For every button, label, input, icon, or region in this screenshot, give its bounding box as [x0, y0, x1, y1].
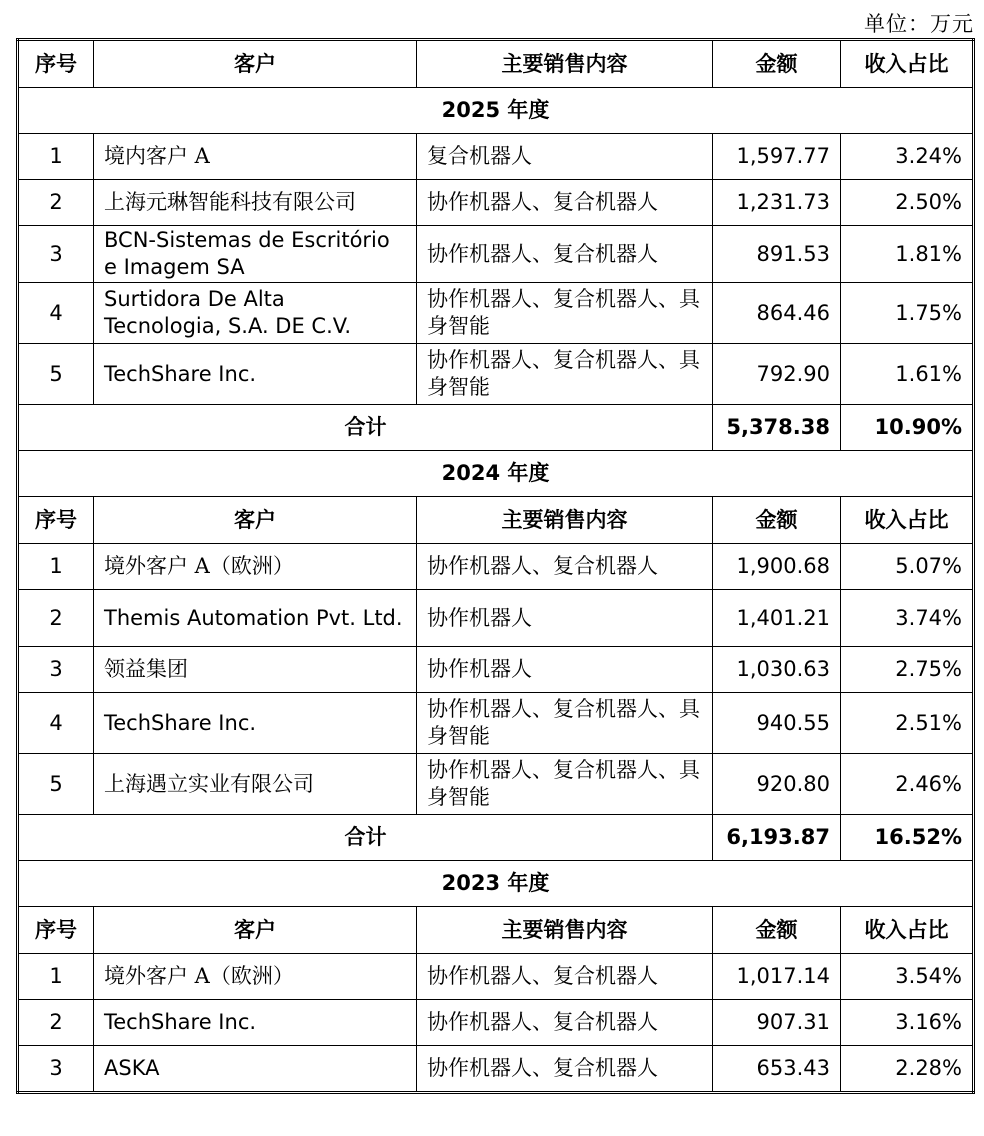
ratio-cell: 2.50% [841, 180, 974, 226]
content-cell: 协作机器人、复合机器人、具身智能 [417, 754, 713, 815]
seq-cell: 2 [18, 1000, 94, 1046]
content-cell: 协作机器人、复合机器人、具身智能 [417, 283, 713, 344]
content-cell: 协作机器人、复合机器人 [417, 954, 713, 1000]
seq-cell: 3 [18, 1046, 94, 1093]
seq-cell: 4 [18, 283, 94, 344]
table-row [18, 134, 974, 180]
seq-cell: 3 [18, 226, 94, 283]
amount-cell: 1,030.63 [713, 647, 841, 693]
customer-cell: 上海遇立实业有限公司 [94, 754, 417, 815]
amount-cell: 864.46 [713, 283, 841, 344]
content-cell: 协作机器人 [417, 590, 713, 647]
table-row [18, 693, 974, 754]
customer-cell: 境外客户 A（欧洲） [94, 544, 417, 590]
year-title: 2023 年度 [18, 861, 974, 907]
total-label: 合计 [18, 405, 713, 451]
seq-cell: 1 [18, 954, 94, 1000]
ratio-cell: 2.75% [841, 647, 974, 693]
total-ratio: 16.52% [841, 815, 974, 861]
top-customers-table [16, 38, 975, 1094]
total-ratio: 10.90% [841, 405, 974, 451]
header-seq: 序号 [18, 40, 94, 88]
ratio-cell: 1.75% [841, 283, 974, 344]
table-header [18, 40, 974, 88]
total-amount: 6,193.87 [713, 815, 841, 861]
seq-cell: 5 [18, 344, 94, 405]
seq-cell: 5 [18, 754, 94, 815]
ratio-cell: 2.46% [841, 754, 974, 815]
header-seq: 序号 [18, 907, 94, 954]
seq-cell: 1 [18, 134, 94, 180]
year-row [18, 88, 974, 134]
header-customer: 客户 [94, 497, 417, 544]
header-amount: 金额 [713, 907, 841, 954]
ratio-cell: 3.16% [841, 1000, 974, 1046]
table-row [18, 226, 974, 283]
ratio-cell: 1.81% [841, 226, 974, 283]
ratio-cell: 3.74% [841, 590, 974, 647]
amount-cell: 1,017.14 [713, 954, 841, 1000]
header-customer: 客户 [94, 40, 417, 88]
header-content: 主要销售内容 [417, 907, 713, 954]
seq-cell: 3 [18, 647, 94, 693]
content-cell: 协作机器人、复合机器人 [417, 544, 713, 590]
amount-cell: 653.43 [713, 1046, 841, 1093]
amount-cell: 1,900.68 [713, 544, 841, 590]
table-row [18, 283, 974, 344]
content-cell: 复合机器人 [417, 134, 713, 180]
header-seq: 序号 [18, 497, 94, 544]
table-header [18, 907, 974, 954]
table-row [18, 590, 974, 647]
table-row [18, 1046, 974, 1093]
seq-cell: 4 [18, 693, 94, 754]
unit-label: 单位：万元 [864, 12, 974, 36]
content-cell: 协作机器人、复合机器人、具身智能 [417, 344, 713, 405]
ratio-cell: 2.51% [841, 693, 974, 754]
header-ratio: 收入占比 [841, 497, 974, 544]
header-content: 主要销售内容 [417, 497, 713, 544]
year-row [18, 451, 974, 497]
seq-cell: 2 [18, 590, 94, 647]
amount-cell: 1,401.21 [713, 590, 841, 647]
seq-cell: 1 [18, 544, 94, 590]
ratio-cell: 1.61% [841, 344, 974, 405]
header-amount: 金额 [713, 497, 841, 544]
amount-cell: 792.90 [713, 344, 841, 405]
table-row [18, 954, 974, 1000]
total-row [18, 815, 974, 861]
customer-cell: 境外客户 A（欧洲） [94, 954, 417, 1000]
customer-cell: BCN-Sistemas de Escritório e Imagem SA [94, 226, 417, 283]
total-label: 合计 [18, 815, 713, 861]
table-row [18, 544, 974, 590]
header-customer: 客户 [94, 907, 417, 954]
year-title: 2024 年度 [18, 451, 974, 497]
customer-cell: Surtidora De Alta Tecnologia, S.A. DE C.V. [94, 283, 417, 344]
amount-cell: 907.31 [713, 1000, 841, 1046]
total-amount: 5,378.38 [713, 405, 841, 451]
table-row [18, 1000, 974, 1046]
total-row [18, 405, 974, 451]
amount-cell: 940.55 [713, 693, 841, 754]
table-row [18, 647, 974, 693]
content-cell: 协作机器人 [417, 647, 713, 693]
header-content: 主要销售内容 [417, 40, 713, 88]
customer-cell: ASKA [94, 1046, 417, 1093]
header-ratio: 收入占比 [841, 907, 974, 954]
table-header [18, 497, 974, 544]
content-cell: 协作机器人、复合机器人 [417, 226, 713, 283]
content-cell: 协作机器人、复合机器人 [417, 1046, 713, 1093]
ratio-cell: 3.24% [841, 134, 974, 180]
header-ratio: 收入占比 [841, 40, 974, 88]
ratio-cell: 2.28% [841, 1046, 974, 1093]
customer-cell: Themis Automation Pvt. Ltd. [94, 590, 417, 647]
content-cell: 协作机器人、复合机器人 [417, 180, 713, 226]
seq-cell: 2 [18, 180, 94, 226]
amount-cell: 1,597.77 [713, 134, 841, 180]
table-row [18, 344, 974, 405]
customer-cell: 境内客户 A [94, 134, 417, 180]
table-row [18, 754, 974, 815]
customer-cell: TechShare Inc. [94, 693, 417, 754]
amount-cell: 920.80 [713, 754, 841, 815]
amount-cell: 891.53 [713, 226, 841, 283]
customer-cell: 领益集团 [94, 647, 417, 693]
year-row [18, 861, 974, 907]
customer-cell: TechShare Inc. [94, 344, 417, 405]
year-title: 2025 年度 [18, 88, 974, 134]
content-cell: 协作机器人、复合机器人、具身智能 [417, 693, 713, 754]
amount-cell: 1,231.73 [713, 180, 841, 226]
content-cell: 协作机器人、复合机器人 [417, 1000, 713, 1046]
table-row [18, 180, 974, 226]
customer-cell: 上海元琳智能科技有限公司 [94, 180, 417, 226]
customer-cell: TechShare Inc. [94, 1000, 417, 1046]
ratio-cell: 5.07% [841, 544, 974, 590]
header-amount: 金额 [713, 40, 841, 88]
ratio-cell: 3.54% [841, 954, 974, 1000]
